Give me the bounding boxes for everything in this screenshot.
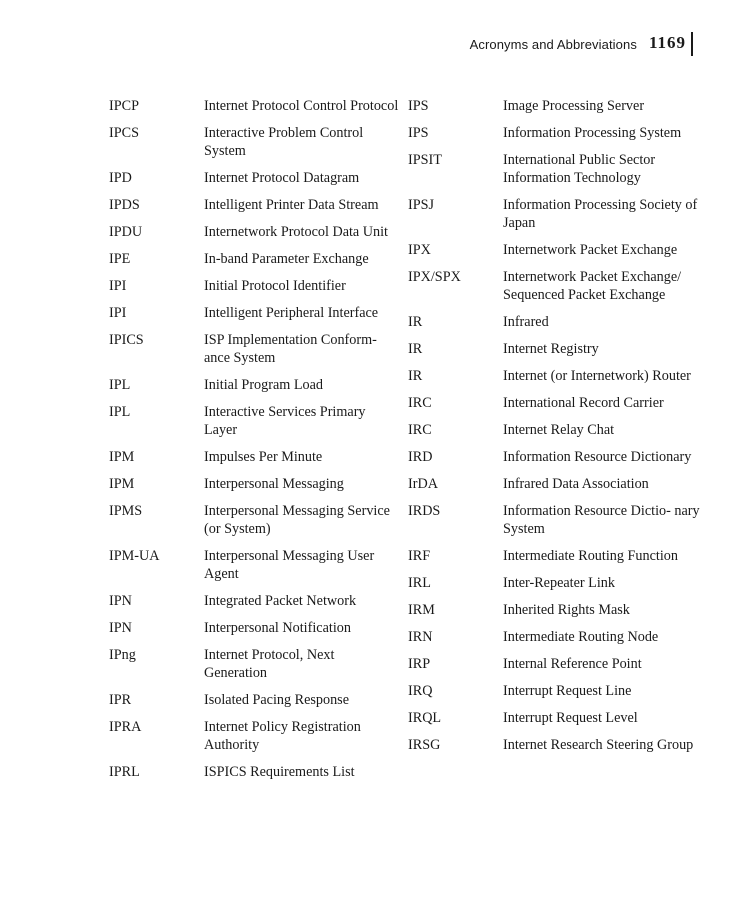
acronym: IPN	[109, 593, 132, 609]
definition: Interactive Services Primary Layer	[204, 404, 366, 438]
glossary-entry	[408, 601, 708, 619]
definition: Internetwork Packet Exchange	[503, 242, 678, 258]
glossary-entry	[109, 250, 399, 268]
right-column	[408, 97, 708, 763]
left-column	[109, 97, 399, 790]
acronym: IPng	[109, 647, 136, 663]
definition: Internet Protocol Control Protocol	[204, 98, 399, 114]
definition: Information Resource Dictio- nary System	[503, 503, 700, 537]
acronym: IPN	[109, 620, 132, 636]
glossary-entry	[408, 682, 708, 700]
acronym: IPM	[109, 476, 135, 492]
acronym: IRC	[408, 422, 432, 438]
acronym: IPSJ	[408, 197, 435, 213]
acronym: IPM	[109, 449, 135, 465]
glossary-entry	[408, 151, 708, 187]
glossary-entry	[109, 691, 399, 709]
definition: Internal Reference Point	[503, 656, 642, 672]
glossary-entry	[408, 709, 708, 727]
acronym: IPL	[109, 404, 131, 420]
glossary-entry	[109, 475, 399, 493]
definition: Internet Protocol Datagram	[204, 170, 360, 186]
acronym: IPSIT	[408, 152, 442, 168]
acronym: IRQL	[408, 710, 442, 726]
glossary-entry	[408, 547, 708, 565]
acronym: IPL	[109, 377, 131, 393]
acronym: IRN	[408, 629, 433, 645]
definition: Inter-Repeater Link	[503, 575, 615, 591]
glossary-entry	[109, 97, 399, 115]
definition: Internetwork Packet Exchange/ Sequenced Packet Exchange	[503, 269, 682, 303]
definition: Internet Relay Chat	[503, 422, 615, 438]
glossary-entry	[109, 619, 399, 637]
glossary-entry	[408, 475, 708, 493]
glossary-entry	[408, 502, 708, 538]
definition: Internet (or Internetwork) Router	[503, 368, 691, 384]
definition: In-band Parameter Exchange	[204, 251, 369, 267]
definition: Information Resource Dictionary	[503, 449, 692, 465]
acronym: IRF	[408, 548, 431, 564]
definition: Interpersonal Messaging	[204, 476, 344, 492]
acronym: IPDS	[109, 197, 140, 213]
glossary-entry	[408, 448, 708, 466]
acronym: IPX	[408, 242, 431, 258]
glossary-entry	[408, 574, 708, 592]
glossary-entry	[109, 196, 399, 214]
glossary-entry	[408, 97, 708, 115]
definition: Interrupt Request Line	[503, 683, 632, 699]
acronym: IR	[408, 314, 423, 330]
definition: Interpersonal Notification	[204, 620, 351, 636]
header-title: Acronyms and Abbreviations	[469, 37, 637, 52]
glossary-entry	[408, 394, 708, 412]
glossary-entry	[408, 268, 708, 304]
glossary-entry	[109, 547, 399, 583]
glossary-entry	[109, 277, 399, 295]
acronym: IR	[408, 368, 423, 384]
definition: Internetwork Protocol Data Unit	[204, 224, 388, 240]
acronym: IRQ	[408, 683, 433, 699]
definition: Integrated Packet Network	[204, 593, 357, 609]
definition: Inherited Rights Mask	[503, 602, 630, 618]
acronym: IPR	[109, 692, 132, 708]
definition: Interactive Problem Control System	[204, 125, 364, 159]
page-number: 1169	[647, 32, 693, 56]
definition: Infrared	[503, 314, 549, 330]
acronym: IRL	[408, 575, 431, 591]
definition: ISPICS Requirements List	[204, 764, 355, 780]
acronym: IPX/SPX	[408, 269, 461, 285]
glossary-entry	[109, 169, 399, 187]
definition: Information Processing System	[503, 125, 682, 141]
running-header	[470, 30, 693, 56]
acronym: IR	[408, 341, 423, 357]
definition: Impulses Per Minute	[204, 449, 323, 465]
acronym: IPCS	[109, 125, 139, 141]
glossary-entry	[408, 736, 708, 754]
acronym: IPI	[109, 278, 127, 294]
glossary-entry	[408, 313, 708, 331]
definition: Internet Policy Registration Authority	[204, 719, 361, 753]
glossary-entry	[109, 763, 399, 781]
definition: Initial Protocol Identifier	[204, 278, 346, 294]
definition: Interpersonal Messaging User Agent	[204, 548, 375, 582]
definition: Isolated Pacing Response	[204, 692, 349, 708]
acronym: IRM	[408, 602, 435, 618]
definition: International Record Carrier	[503, 395, 664, 411]
definition: Intelligent Printer Data Stream	[204, 197, 379, 213]
acronym: IrDA	[408, 476, 438, 492]
glossary-entry	[109, 304, 399, 322]
definition: Initial Program Load	[204, 377, 323, 393]
definition: Image Processing Server	[503, 98, 645, 114]
glossary-entry	[109, 331, 399, 367]
acronym: IRSG	[408, 737, 441, 753]
definition: Information Processing Society of Japan	[503, 197, 698, 231]
definition: Intermediate Routing Function	[503, 548, 678, 564]
glossary-entry	[109, 124, 399, 160]
glossary-entry	[109, 448, 399, 466]
glossary-entry	[408, 241, 708, 259]
acronym: IPI	[109, 305, 127, 321]
glossary-entry	[408, 124, 708, 142]
glossary-entry	[408, 340, 708, 358]
acronym: IRC	[408, 395, 432, 411]
glossary-entry	[109, 502, 399, 538]
glossary-entry	[408, 628, 708, 646]
definition: Internet Research Steering Group	[503, 737, 694, 753]
acronym: IPMS	[109, 503, 143, 519]
definition: Infrared Data Association	[503, 476, 649, 492]
acronym: IPM-UA	[109, 548, 160, 564]
acronym: IPRA	[109, 719, 142, 735]
glossary-entry	[408, 196, 708, 232]
glossary-entry	[109, 376, 399, 394]
glossary-entry	[109, 592, 399, 610]
definition: International Public Sector Information Technology	[503, 152, 656, 186]
glossary-entry	[408, 367, 708, 385]
definition: Internet Protocol, Next Generation	[204, 647, 335, 681]
acronym: IPD	[109, 170, 132, 186]
glossary-entry	[109, 718, 399, 754]
definition: Intermediate Routing Node	[503, 629, 659, 645]
acronym: IPE	[109, 251, 131, 267]
definition: ISP Implementation Conform- ance System	[204, 332, 377, 366]
acronym: IPRL	[109, 764, 140, 780]
glossary-entry	[109, 223, 399, 241]
acronym: IPS	[408, 98, 429, 114]
definition: Interrupt Request Level	[503, 710, 638, 726]
definition: Intelligent Peripheral Interface	[204, 305, 379, 321]
acronym: IRP	[408, 656, 431, 672]
acronym: IPICS	[109, 332, 144, 348]
glossary-entry	[408, 421, 708, 439]
definition: Internet Registry	[503, 341, 599, 357]
glossary-entry	[109, 403, 399, 439]
acronym: IRD	[408, 449, 433, 465]
definition: Interpersonal Messaging Service (or System)	[204, 503, 390, 537]
glossary-entry	[408, 655, 708, 673]
acronym: IPDU	[109, 224, 143, 240]
acronym: IPCP	[109, 98, 139, 114]
acronym: IRDS	[408, 503, 441, 519]
glossary-entry	[109, 646, 399, 682]
acronym: IPS	[408, 125, 429, 141]
